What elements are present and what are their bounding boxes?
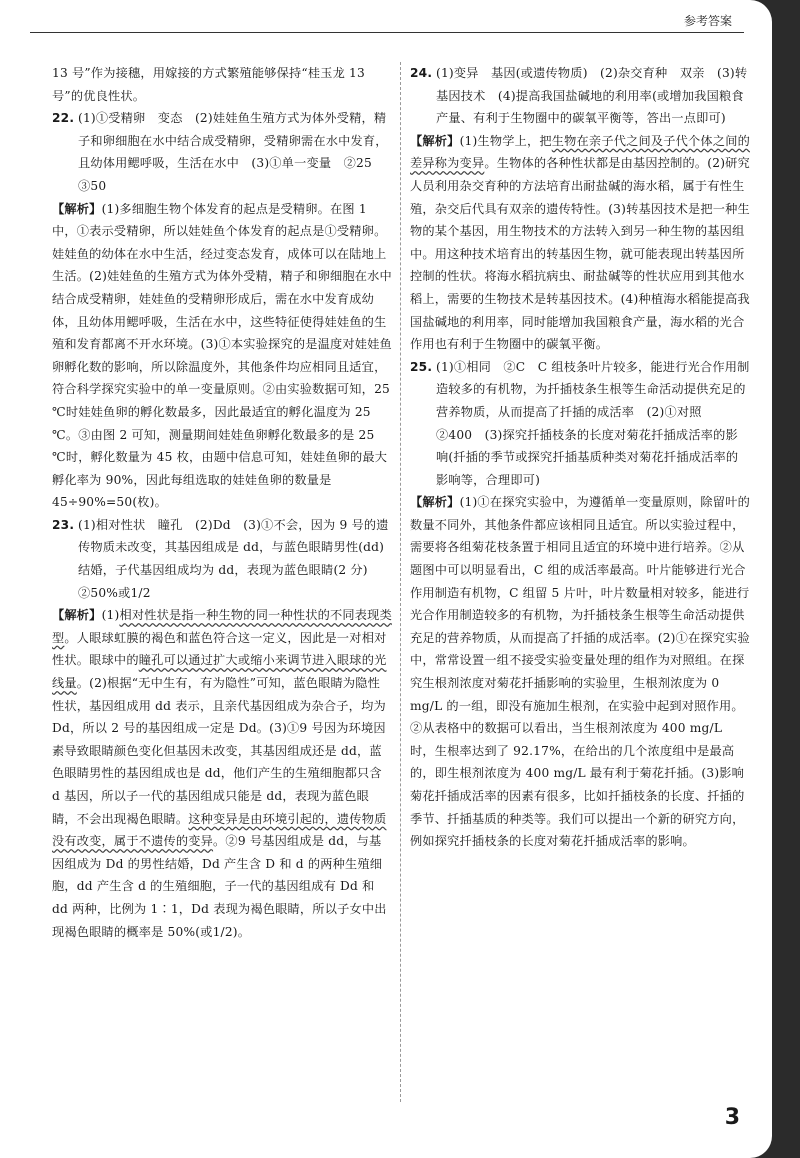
answer-text: (1)①相同 ②C C 组枝条叶片较多，能进行光合作用制造较多的有机物，为扦插枝条生根等生命活动提供充足的营养物质，从而提高了扦插的成活率 (2)①对照 ②400 (3)探究扦插枝条的长度对菊花扦插成活率的影响(扦插的季节或探究扦插基质种类对菊花扦插成活率的影响等，合理即可) — [436, 359, 750, 487]
key-point-underline: 相对性状是指一种生物的同一种性状的不同表现类型 — [52, 608, 392, 645]
explanation-tag: 【解析】 — [410, 495, 460, 510]
answer-text: (1)相对性状 瞳孔 (2)Dd (3)①不会，因为 9 号的遗传物质未改变，其基因组成是 dd，与蓝色眼睛男性(dd)结婚，子代基因组成均为 dd，表现为蓝色眼睛(2 分) ②50%或1/2 — [78, 517, 389, 600]
key-point-underline: 瞳孔可以通过扩大或缩小来调节进入眼球的光线量 — [52, 653, 387, 691]
explanation-tag: 【解析】 — [410, 133, 460, 148]
explanation-text: (1)①在探究实验中，为遵循单一变量原则，除留叶的数量不同外，其他条件都应该相同且适宜。所以实验过程中，需要将各组菊花枝条置于相同且适宜的环境中进行培养。②从题图中可以明显看出，C 组的成活率最高。叶片能够进行光合作用制造有机物，C 组留 5 片叶，叶片数量相对较多，能进行光合作用制造较多的有机物，为扦插枝条生根等生命活动提供充足的营养物质，从而提高了扦插的成活率。(2)①在探究实验中，常常设置一组不接受实验变量处理的组作为对照组。在探究生根剂浓度对菊花扦插影响的实验里，生根剂浓度为 0 mg/L 的一组，即没有施加生根剂，在实验中起到对照作用。②从表格中的数据可以看出，当生根剂浓度为 400 mg/L 时，生根率达到了 92.17%，在给出的几个浓度组中是最高的，即生根剂浓度为 400 mg/L 最有利于菊花扦插。(3)影响菊花扦插成活率的因素有很多，比如扦插枝条的长度、扦插的季节、扦插基质的种类等。我们可以提出一个新的研究方向，例如探究扦插枝条的长度对菊花扦插成活率的影响。 — [410, 495, 750, 849]
explanation-text: (1) — [101, 608, 120, 623]
question-24-answer — [410, 62, 750, 130]
header-rule — [30, 32, 744, 33]
key-point-underline: 生物在亲子代之间及子代个体之间的差异称为变异 — [410, 133, 750, 171]
page-number: 3 — [724, 1105, 740, 1130]
continued-answer: 13 号”作为接穗，用嫁接的方式繁殖能够保持“桂玉龙 13 号”的优良性状。 — [52, 66, 365, 103]
explanation-text: 。②9 号基因组成是 dd，与基因组成为 Dd 的男性结婚，Dd 产生含 D 和 d 的两种生殖细胞，dd 产生含 d 的生殖细胞，子一代的基因组成有 Dd 和 dd 两种，比例为 1∶1，Dd 表现为褐色眼睛，所以子女中出现褐色眼睛的概率是 50%(或1/2)。 — [52, 834, 387, 939]
explanation-text: (1)生物学上，把 — [459, 133, 552, 148]
explanation-tag: 【解析】 — [52, 608, 102, 623]
explanation-text: 。生物体的各种性状都是由基因控制的。(2)研究人员利用杂交育种的方法培育出耐盐碱的海水稻，属于有性生殖，杂交后代具有双亲的遗传特性。(3)转基因技术是把一种生物的某个基因，用生物技术的方法转入到另一种生物的基因组中。用这种技术培育出的转基因生物，就可能表现出转基因所控制的性状。将海水稻抗病虫、耐盐碱等的性状应用到其他水稻上，需要的生物技术是转基因技术。(4)种植海水稻能提高我国盐碱地的利用率，同时能增加我国粮食产量，海水稻的光合作用也有利于生物圈中的碳氧平衡。 — [410, 156, 750, 352]
right-column — [410, 62, 750, 853]
explanation-text: 。人眼球虹膜的褐色和蓝色符合这一定义，因此是一对相对性状。眼球中的 — [52, 630, 387, 668]
question-number: 23. — [52, 517, 75, 532]
question-25-answer — [410, 356, 750, 492]
question-number: 24. — [410, 66, 433, 80]
question-25-explanation — [410, 491, 750, 853]
explanation-tag: 【解析】 — [52, 201, 102, 216]
answer-text: (1)①受精卵 变态 (2)娃娃鱼生殖方式为体外受精，精子和卵细胞在水中结合成受精卵，受精卵需在水中发育，且幼体用鳃呼吸，生活在水中 (3)①单一变量 ②25 ③50 — [78, 111, 388, 193]
question-23-answer — [52, 514, 392, 604]
question-22-answer — [52, 107, 392, 197]
question-number: 25. — [410, 359, 433, 374]
question-24-explanation — [410, 130, 750, 356]
question-23-explanation — [52, 604, 392, 943]
answer-text: (1)变异 基因(或遗传物质) (2)杂交育种 双亲 (3)转基因技术 (4)提高我国盐碱地的利用率(或增加我国粮食产量、有利于生物圈中的碳氧平衡等，答出一点即可) — [436, 66, 748, 126]
left-column — [52, 62, 392, 943]
question-number: 22. — [52, 111, 75, 126]
explanation-text: 。(2)根据“无中生有，有为隐性”可知，蓝色眼睛为隐性性状，基因组成用 dd 表示，且亲代基因组成为杂合子，均为 Dd，所以 2 号的基因组成一定是 Dd。(3)①9 号因为环境因素导致眼睛颜色变化但基因未改变，其基因组成还是 dd，蓝色眼睛男性的基因组成也是 dd，他们产生的生殖细胞都只含 d 基因，所以子一代的基因组成只能是 dd，表现为蓝色眼睛，不会出现褐色眼睛。 — [52, 676, 386, 826]
column-divider — [400, 62, 401, 1102]
key-point-underline: 这种变异是由环境引起的，遗传物质没有改变，属于不遗传的变异 — [52, 811, 387, 849]
question-22-explanation — [52, 198, 392, 514]
header-label: 参考答案 — [683, 14, 732, 28]
explanation-text: (1)多细胞生物个体发育的起点是受精卵。在图 1 中，①表示受精卵，所以娃娃鱼个体发育的起点是①受精卵。娃娃鱼的幼体在水中生活，经过变态发育，成体可以在陆地上生活。(2)娃娃鱼的生殖方式为体外受精，精子和卵细胞在水中结合成受精卵，娃娃鱼的受精卵形成后，需在水中发育成幼体，且幼体用鳃呼吸，生活在水中，这些特征使得娃娃鱼的生殖和发育都离不开水环境。(3)①本实验探究的是温度对娃娃鱼卵孵化数的影响，所以除温度外，其他条件均应相同且适宜，符合科学探究实验中的单一变量原则。②由实验数据可知，25 ℃时娃娃鱼卵的孵化数最多，因此最适宜的孵化温度为 25 ℃。③由图 2 可知，测量期间娃娃鱼卵孵化数最多的是 25 ℃时，孵化数量为 45 枚，由题中信息可知，娃娃鱼卵的最大孵化率为 90%，因此每组选取的娃娃鱼卵的数量是 45÷90%=50(枚)。 — [52, 201, 392, 510]
